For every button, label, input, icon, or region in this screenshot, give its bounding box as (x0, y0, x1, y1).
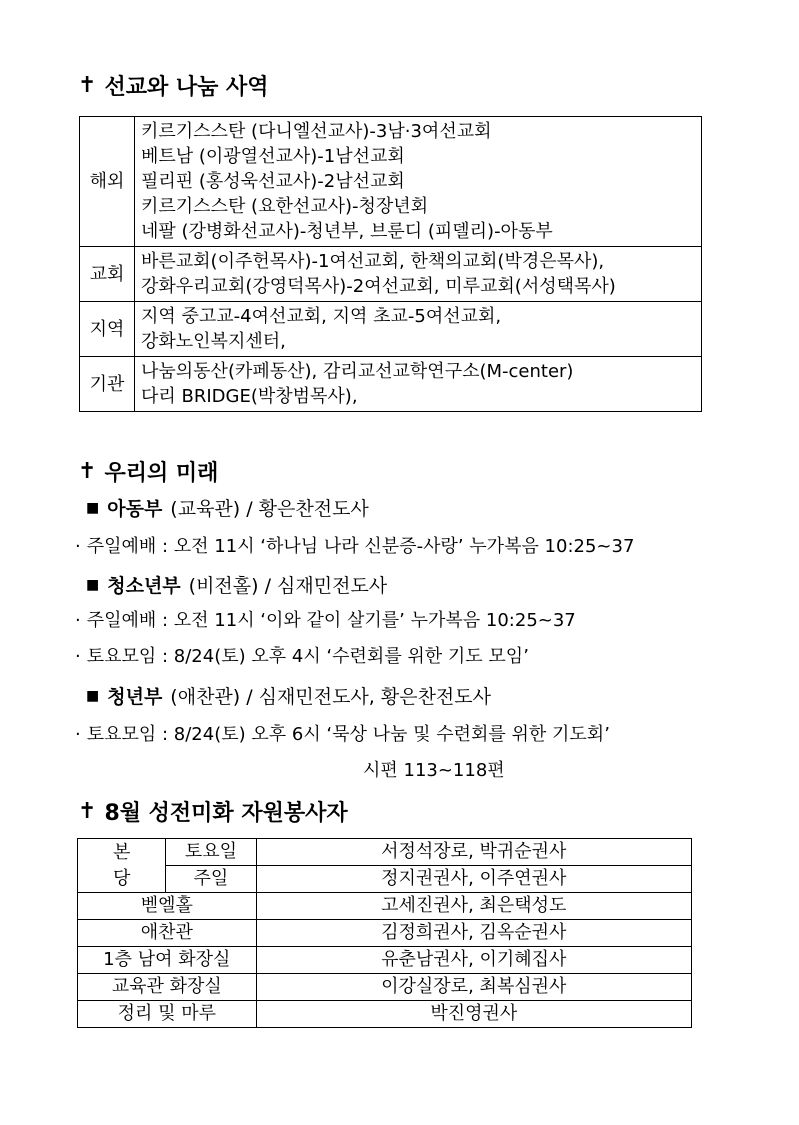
mission-line: 다리 BRIDGE(박창범목사), (141, 386, 358, 407)
mission-line: 강화우리교회(강영덕목사)-2여선교회, 미루교회(서성택목사) (141, 276, 616, 297)
future-section-title (78, 456, 218, 487)
schedule-line (75, 642, 529, 668)
children-dept-heading (86, 494, 369, 521)
place-cell: 1층 남여 화장실 (78, 947, 257, 974)
mission-line: 키르기스스탄 (요한선교사)-청장년회 (141, 196, 429, 217)
mission-line: 키르기스스탄 (다니엘선교사)-3남·3여선교회 (141, 121, 492, 142)
day-cell: 토요일 (166, 839, 256, 866)
mission-table (79, 116, 702, 412)
mission-section-title (78, 70, 269, 101)
mission-cell (135, 117, 702, 247)
table-row (80, 247, 702, 302)
square-bullet-icon: ■ (86, 576, 100, 593)
cross-icon: ✝ (78, 73, 97, 98)
psalm-reference: 시편 113~118편 (363, 760, 505, 781)
future-title: 우리의 미래 (104, 461, 219, 486)
mission-category: 교회 (80, 247, 135, 302)
main-hall-label (78, 839, 166, 893)
mission-line: 필리핀 (홍성욱선교사)-2남선교회 (141, 171, 405, 192)
place-cell: 애찬관 (78, 920, 257, 947)
schedule-text: 토요모임 : 8/24(토) 오후 4시 ‘수련회를 위한 기도 모임’ (86, 646, 529, 667)
dept-detail: (비전홀) / 심재민전도사 (188, 575, 388, 597)
mission-line: 바른교회(이주헌목사)-1여선교회, 한책의교회(박경은목사), (141, 251, 605, 272)
names-cell: 고세진권사, 최은택성도 (256, 893, 691, 920)
cross-icon: ✝ (78, 459, 97, 484)
dot-bullet-icon: · (75, 646, 81, 667)
place-cell: 교육관 화장실 (78, 974, 257, 1001)
dot-bullet-icon: · (75, 536, 81, 557)
table-row (78, 947, 692, 974)
table-row (78, 866, 692, 893)
mission-line: 강화노인복지센터, (141, 331, 286, 352)
names-cell: 유춘남권사, 이기혜집사 (256, 947, 691, 974)
schedule-line (75, 532, 634, 558)
names-cell: 박진영권사 (256, 1001, 691, 1028)
dot-bullet-icon: · (75, 724, 81, 745)
dept-detail: (애찬관) / 심재민전도사, 황은찬전도사 (170, 686, 491, 708)
schedule-line (75, 720, 610, 746)
table-row (80, 357, 702, 412)
mission-line: 지역 중고교-4여선교회, 지역 초교-5여선교회, (141, 306, 502, 327)
mission-cell (135, 357, 702, 412)
mission-line: 베트남 (이광열선교사)-1남선교회 (141, 146, 405, 167)
mission-category: 기관 (80, 357, 135, 412)
young-adults-dept-heading (86, 682, 491, 709)
dept-name: 청소년부 (107, 575, 181, 597)
volunteers-table (77, 838, 692, 1028)
schedule-line (75, 606, 576, 632)
main-hall-label-part: 당 (112, 867, 131, 889)
table-row (78, 920, 692, 947)
names-cell: 김정희권사, 김옥순권사 (256, 920, 691, 947)
cross-icon: ✝ (78, 799, 97, 824)
schedule-text: 토요모임 : 8/24(토) 오후 6시 ‘묵상 나눔 및 수련회를 위한 기도회’ (86, 724, 610, 745)
dept-detail: (교육관) / 황은찬전도사 (170, 498, 369, 520)
names-cell: 서정석장로, 박귀순권사 (256, 839, 691, 866)
mission-category: 지역 (80, 302, 135, 357)
names-cell: 정지권권사, 이주연권사 (256, 866, 691, 893)
table-row (78, 893, 692, 920)
table-row (80, 117, 702, 247)
dept-name: 청년부 (107, 686, 163, 708)
mission-cell (135, 247, 702, 302)
youth-dept-heading (86, 571, 387, 598)
schedule-text: 주일예배 : 오전 11시 ‘하나님 나라 신분증-사랑’ 누가복음 10:25~37 (86, 536, 635, 557)
day-cell: 주일 (166, 866, 256, 893)
dept-name: 아동부 (107, 498, 163, 520)
square-bullet-icon: ■ (86, 499, 100, 516)
volunteers-section-title (78, 796, 348, 827)
schedule-text: 주일예배 : 오전 11시 ‘이와 같이 살기를’ 누가복음 10:25~37 (86, 610, 576, 631)
table-row (80, 302, 702, 357)
mission-line: 네팔 (강병화선교사)-청년부, 브룬디 (피델리)-아동부 (141, 221, 553, 242)
main-hall-label-part: 본 (112, 841, 131, 863)
place-cell: 벧엘홀 (78, 893, 257, 920)
mission-title: 선교와 나눔 사역 (104, 75, 269, 100)
names-cell: 이강실장로, 최복심권사 (256, 974, 691, 1001)
dot-bullet-icon: · (75, 610, 81, 631)
mission-category: 해외 (80, 117, 135, 247)
volunteers-title: 8월 성전미화 자원봉사자 (104, 801, 348, 826)
table-row (78, 1001, 692, 1028)
mission-cell (135, 302, 702, 357)
mission-line: 나눔의동산(카페동산), 감리교선교학연구소(M-center) (141, 361, 574, 382)
table-row (78, 839, 692, 866)
place-cell: 정리 및 마루 (78, 1001, 257, 1028)
table-row (78, 974, 692, 1001)
square-bullet-icon: ■ (86, 687, 100, 704)
